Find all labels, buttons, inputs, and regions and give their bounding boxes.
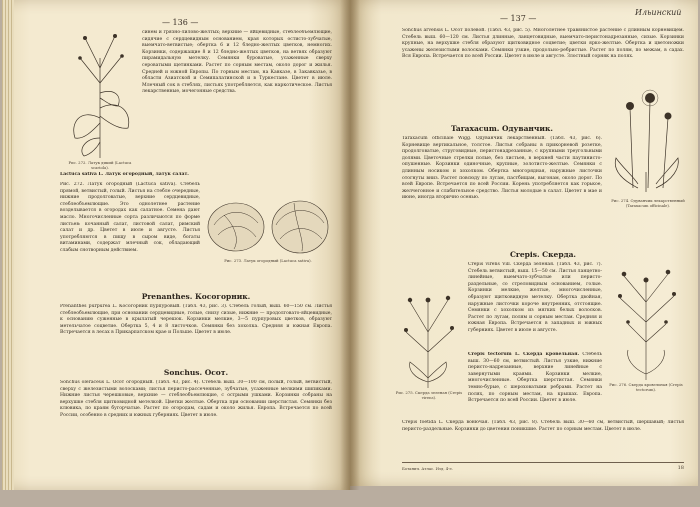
book-spine-shadow [340, 0, 360, 490]
right-page [350, 0, 698, 486]
crepis-tectorum-heading: Crepis tectorum L. Скерда кровельная. [468, 352, 580, 357]
figure-caption: Рис. 272. Латук дикий (Lactuca scariola). [68, 160, 132, 170]
prenanthes-heading: Prenanthes. Косогорник. [141, 292, 251, 301]
figure-dandelion [608, 88, 688, 198]
handwritten-signature: Ильинский [635, 8, 682, 17]
bottom-paragraph: Crepis foetida L. Скерда вонючая. (Табл. 43, рис. 8). Стебель выш. 30—60 см, ветвистый, шершавый; листья перисто-раздельные. Корзинки до цветения поникшие. Растет по сорным местам. Цветет в июле. [402, 420, 684, 432]
prenanthes-paragraph: Prenanthes purpurea L. Косогорник пурпуровый. (Табл. 43, рис. 3). Стебель голый, выш. 60—150 см. Листья стеблеобъемлющие, при основании сердцевидные, голые, снизу сизые, нижние — продолговато-яйцевидные, к основанию суженные в крылатый черешок. Корзинки мелкие, 3—5 пурпуровых цветков, образуют метельчатое соцветие. Обертка 5, 4 и 8 листочков. Семянки без хохолка. Средняя и южная Европа. Встречается в лесах в Прикарпатском крае и Польше. Цветет в июле. [60, 304, 332, 336]
right-page-number: — 137 — [500, 14, 537, 23]
crepis-paragraph: Crepis virens Vill. Скерда зеленая. (Табл. 43, рис. 7). Стебель ветвистый, выш. 15—50 см. Листья ланцетно-линейные, выемчато-зубчатые или перисто-раздельные, со стреловидным основанием, голые. Корзинки мелкие, желтые, многочисленные, образуют щитковидную метелку. Обертка двойная, наружные листочки короче внутренних, отстоящие. Семянки с хохолком из мягких белых волосков. Растет по лугам, полям и сорным местам. Средняя и южная Европа. Встречается в западных и южных губерниях. Цветет в июле и августе. [468, 262, 602, 333]
taraxacum-heading: Taraxacum. Одуванчик. [450, 124, 553, 133]
left-page-number: — 136 — [162, 18, 199, 27]
footer-rule [402, 462, 684, 463]
figure-caption: Рис. 273. Латук огородный (Lactuca sativa). [224, 258, 312, 263]
taraxacum-paragraph: Taraxacum officinale Wigg. Одуванчик лекарственный. (Табл. 43, рис. 6). Корневище вертикальное, толстое. Листья собраны в прикорневой розетке, продолговатые, струговидные, перистонадрезанные, с крупными треугольными долями. Цветочные стрелки полые, без листьев, в верхней части паутинисто-опушенные. Корзинки одиночные, крупные, золотисто-желтые. Семянки с длинным носиком и хохолком. Обертка многорядная, наружные листочки отогнуты вниз. Растет повсюду по лугам, пастбищам, выгонам, около дорог. По всей Европе. Встречается по всей России. Корень употребляется как горькое, желчегонное и слабительное средство. Листья молодые в салат. Цветет в мае и июне, иногда вторично осенью. [402, 136, 602, 201]
figure-crepis-virens [396, 282, 462, 390]
left-page [2, 0, 350, 490]
figure-caption: Рис. 275. Скерда зеленая (Crepis virens). [395, 390, 463, 400]
figure-caption: Рис. 274. Одуванчик лекарственный (Taraxacum officinale). [611, 198, 685, 208]
footer-imprint: Ботанич. Атлас. Изд. 4-е. [402, 466, 453, 471]
figure-crepis-tectorum [606, 262, 686, 382]
page-edges [2, 0, 14, 490]
top-paragraph: Sonchus arvensis L. Осот полевой. (Табл. 43, рис. 5). Многолетнее травянистое растение с длинным корневищем. Стебель выш. 60—120 см. Листья длинные, ланцетовидные, выемчато-перистонадрезанные, сизые. Корзинки крупные, на верхушке стебля образуют щитковидное соцветие; цветки ярко-желтые. Обертка и цветоножки усажены железистыми волосками. Семянки узкие, продольно-ребристые. Растет по полям, по межам, в садах. Вся Европа. Встречается по всей России. Цветет в июле и августе. Злостный сорняк на полях. [402, 28, 684, 60]
figure-lactuca-scariola [60, 28, 138, 163]
footer-signature-number: 18 [677, 465, 684, 471]
crepis-tectorum-text: Стебель выш. 30—60 см, ветвистый. Листья узкие, нижние перисто-надрезанные, верхние линейные с завернутыми краями. Корзинки мелкие, многочисленные. Обертка шерстистая. Семянки темно-бурые, с шероховатыми ребрами. Растет на полях, по сорным местам, на крышах. Европа. Встречается по всей России. Цветет в июле. [468, 352, 602, 404]
figure-caption: Рис. 276. Скерда кровельная (Crepis tectorum). [609, 382, 683, 392]
lactuca-paragraph: Рис. 272. Латук огородный (Lactuca sativa). Стебель прямой, ветвистый, голый. Листья на стебле очередные, нижние продолговатые, верхние сердцевидные, стеблеобъемлющие. Это однолетнее растение возделывается в огородах как салатное. Семена дают масло. Многочисленные сорта различаются по форме листьев: кочанный салат, листовой салат, римский салат и др. Цветет в июле и августе. Листья употребляются в пищу в сыром виде, богаты витаминами, содержат млечный сок, обладающий слабым снотворным действием. [60, 182, 200, 253]
crepis-tectorum-paragraph [468, 352, 602, 414]
crepis-heading: Crepis. Скерда. [509, 250, 577, 259]
sonchus-paragraph: Sonchus oleraceus L. Осот огородный. (Табл. 43, рис. 4). Стебель выш. 30—100 см, полый, голый, ветвистый, сверху с железистыми волосками; листья перисто-рассеченные, зубчатые, усаженные мелкими шипиками. Нижние листья черешковые, верхние — стеблеобъемлющие, с острыми ушками. Корзинки собраны на верхушке стебля щитковидной метелкой. Цветки желтые. Обертка при основании шерстистая. Семянки без клювика, по краям бугорчатые. Растет по огородам, садам и около жилья. Европа. Встречается по всей России, особенно в средних и южных губерниях. Цветет в июле. [60, 380, 332, 418]
sonchus-heading: Sonchus. Осот. [163, 368, 229, 377]
top-paragraph: синем и грязно-лилово-желтых; верхние — яйцевидные, стеблеобъемлющие, сидячие с сердцевидным основанием, края которых остисто-зубчатые, выемчато-ветвистые; обертка 6 и 12 бледно-желтых цветков, немногих. Корзинки, содержащие 8 и 12 бледно-желтых цветков, на ветвях образуют пирамидальную метелку. Семянки буроватые, усаженные сверху сероватыми щетинками. Растет по сорным местам, около дорог и жилья. Средней и южной Европы. По горным местам, на Кавказе, в Закавказье, в области Азиатской и Семипалатинской и в Туркестане. Цветет в июле. Млечный сок в стеблях, листьях употребляется, как наркотическое. Листья лекарственные, мочегонные средства. [142, 30, 332, 95]
figure-lettuce-heads [204, 195, 332, 257]
lactuca-heading: Lactuca sativa L. Латук огородный, латук салат. [60, 172, 189, 177]
